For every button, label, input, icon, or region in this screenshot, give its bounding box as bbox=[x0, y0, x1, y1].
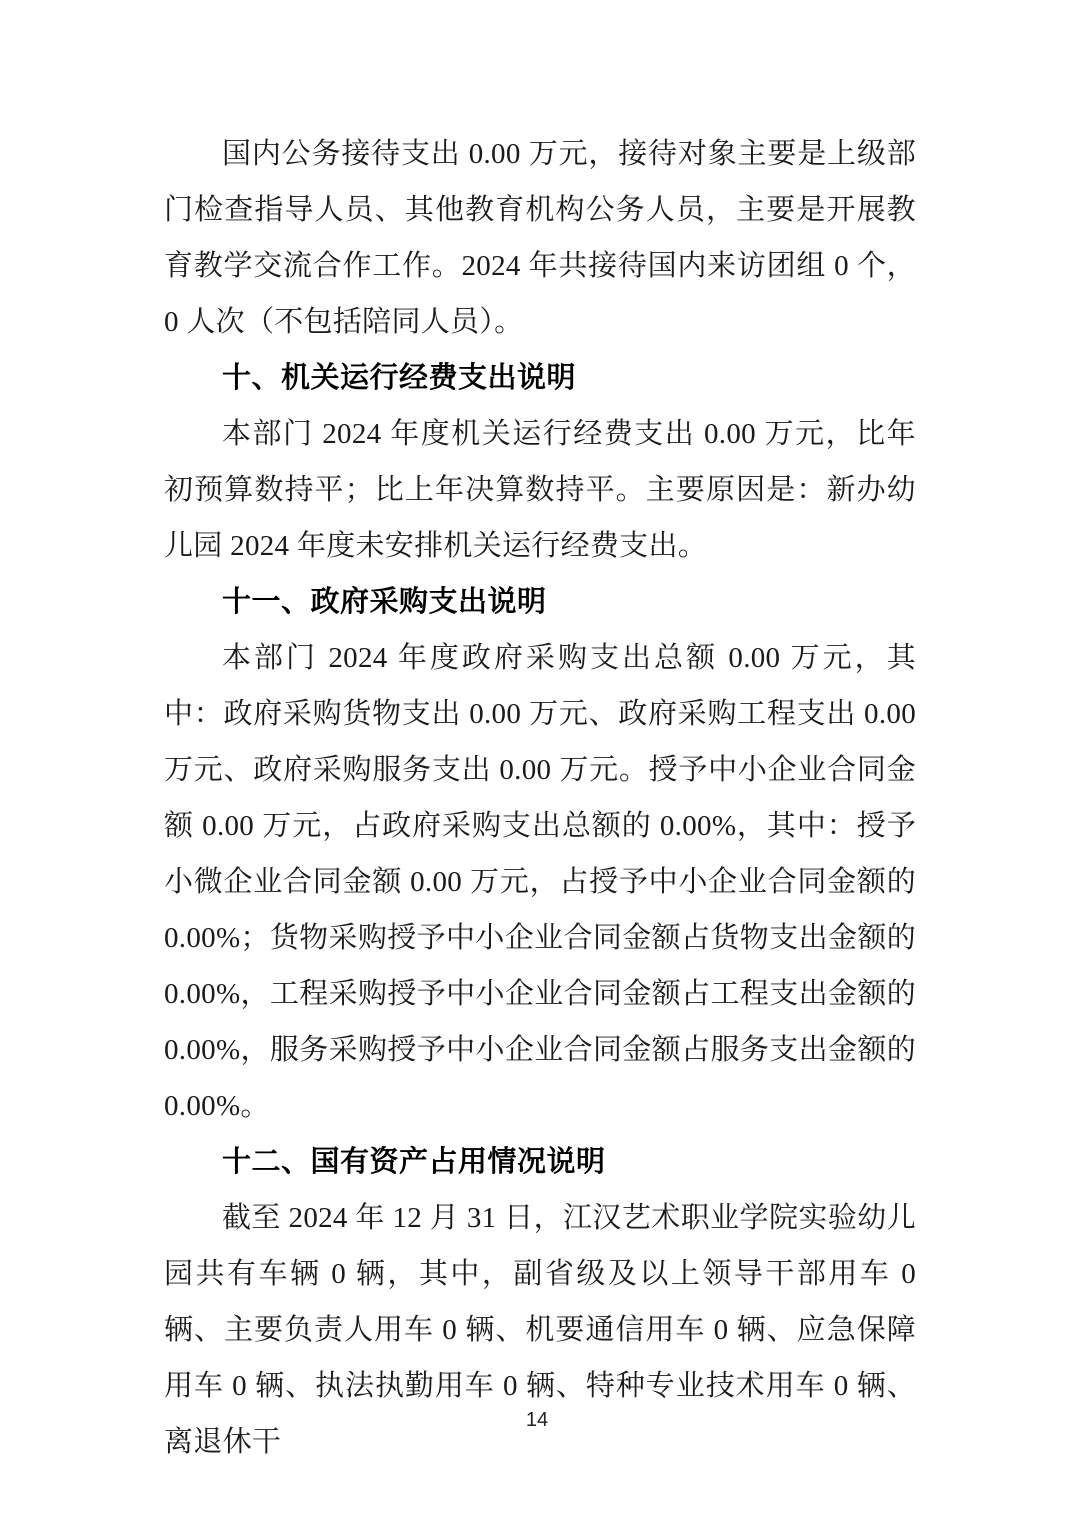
paragraph-domestic-reception: 国内公务接待支出 0.00 万元，接待对象主要是上级部门检查指导人员、其他教育机构公务人员，主要是开展教育教学交流合作工作。2024 年共接待国内来访团组 0 个，0 人次（不包括陪同人员）。 bbox=[164, 138, 916, 338]
heading-section-11-government-procurement: 十一、政府采购支出说明 bbox=[222, 586, 547, 618]
heading-section-12-state-assets: 十二、国有资产占用情况说明 bbox=[222, 1146, 606, 1178]
paragraph-government-procurement: 本部门 2024 年度政府采购支出总额 0.00 万元，其中：政府采购货物支出 0.00 万元、政府采购工程支出 0.00 万元、政府采购服务支出 0.00 万元。授予中小企业合同金额 0.00 万元，占政府采购支出总额的 0.00%，其中：授予小微企业合同金额 0.00 万元，占授予中小企业合同金额的 0.00%；货物采购授予中小企业合同金额占货物支出金额的 0.00%，工程采购授予中小企业合同金额占工程支出金额的 0.00%，服务采购授予中小企业合同金额占服务支出金额的 0.00%。 bbox=[164, 642, 916, 1122]
page-number: 14 bbox=[525, 1409, 549, 1431]
heading-section-10-operating-expenses: 十、机关运行经费支出说明 bbox=[222, 362, 577, 394]
document-body bbox=[164, 126, 916, 1470]
paragraph-state-assets: 截至 2024 年 12 月 31 日，江汉艺术职业学院实验幼儿园共有车辆 0 辆，其中，副省级及以上领导干部用车 0 辆、主要负责人用车 0 辆、机要通信用车 0 辆、应急保障用车 0 辆、执法执勤用车 0 辆、特种专业技术用车 0 辆、离退休干 bbox=[164, 1202, 916, 1458]
paragraph-operating-expenses: 本部门 2024 年度机关运行经费支出 0.00 万元，比年初预算数持平；比上年决算数持平。主要原因是：新办幼儿园 2024 年度未安排机关运行经费支出。 bbox=[164, 418, 916, 562]
